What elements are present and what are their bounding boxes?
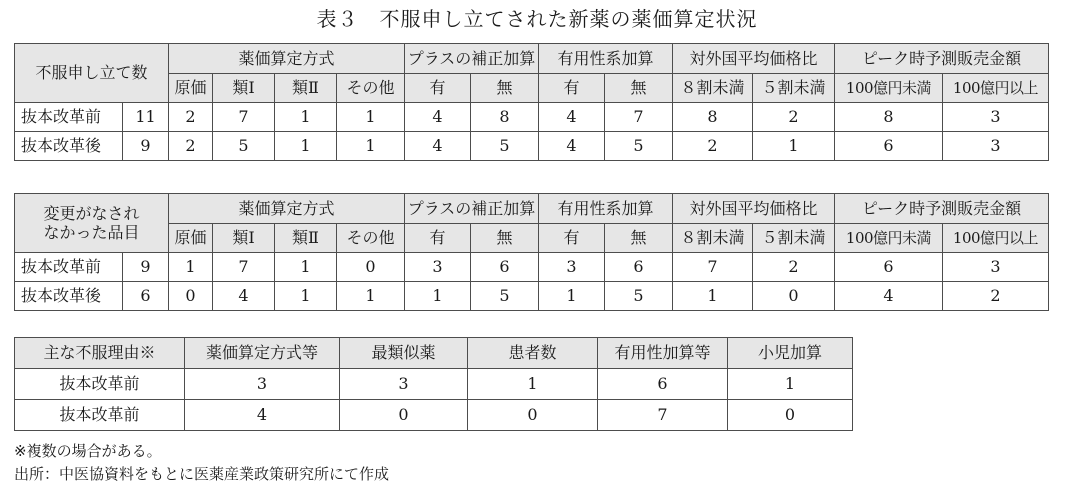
sub-header: 有 bbox=[539, 224, 605, 253]
table-cell: 1 bbox=[275, 253, 337, 282]
row-count: 11 bbox=[123, 103, 169, 132]
sub-header: 100億円以上 bbox=[943, 224, 1049, 253]
row-count: 6 bbox=[123, 282, 169, 311]
table-cell: 6 bbox=[835, 253, 943, 282]
group-header-peak: ピーク時予測販売金額 bbox=[835, 44, 1049, 74]
row-label: 抜本改革前 bbox=[15, 103, 123, 132]
table-cell: 2 bbox=[673, 132, 753, 161]
sub-header: 有 bbox=[405, 74, 471, 103]
sub-header: ８割未満 bbox=[673, 224, 753, 253]
reasons-header: 患者数 bbox=[468, 338, 598, 369]
row-label: 抜本改革前 bbox=[15, 369, 185, 400]
sub-header: 原価 bbox=[169, 224, 213, 253]
table-cell: 5 bbox=[471, 282, 539, 311]
table-cell: 1 bbox=[337, 282, 405, 311]
table-cell: 1 bbox=[275, 103, 337, 132]
table-cell: 4 bbox=[213, 282, 275, 311]
appeals-table bbox=[14, 43, 1049, 161]
source-note: 出所：中医協資料をもとに医薬産業政策研究所にて作成 bbox=[14, 465, 390, 483]
table-cell: 7 bbox=[598, 400, 728, 431]
group-header-foreign: 対外国平均価格比 bbox=[673, 194, 835, 224]
table-cell: 8 bbox=[835, 103, 943, 132]
reasons-header: 薬価算定方式等 bbox=[185, 338, 340, 369]
row-label: 抜本改革後 bbox=[15, 132, 123, 161]
table-cell: 6 bbox=[835, 132, 943, 161]
sub-header: 類Ⅰ bbox=[213, 74, 275, 103]
table-cell: 2 bbox=[943, 282, 1049, 311]
sub-header: 類Ⅱ bbox=[275, 224, 337, 253]
table-cell: 3 bbox=[340, 369, 468, 400]
sub-header: 原価 bbox=[169, 74, 213, 103]
table-cell: 3 bbox=[943, 103, 1049, 132]
sub-header: 無 bbox=[605, 74, 673, 103]
table-cell: 0 bbox=[340, 400, 468, 431]
table-cell: 2 bbox=[169, 132, 213, 161]
table-cell: 0 bbox=[753, 282, 835, 311]
table-cell: 6 bbox=[605, 253, 673, 282]
footnote: ※複数の場合がある。 bbox=[14, 442, 162, 460]
row-label: 抜本改革前 bbox=[15, 400, 185, 431]
group-header-method: 薬価算定方式 bbox=[169, 194, 405, 224]
table-caption: 表３ 不服申し立てされた新薬の薬価算定状況 bbox=[316, 7, 758, 31]
table-cell: 8 bbox=[673, 103, 753, 132]
table-cell: 2 bbox=[753, 253, 835, 282]
table-cell: 3 bbox=[943, 253, 1049, 282]
table-cell: 0 bbox=[337, 253, 405, 282]
table-cell: 7 bbox=[213, 253, 275, 282]
table-cell: 2 bbox=[169, 103, 213, 132]
table-cell: 1 bbox=[673, 282, 753, 311]
reasons-header: 主な不服理由※ bbox=[15, 338, 185, 369]
unchanged-items-table bbox=[14, 193, 1049, 311]
sub-header: ５割未満 bbox=[753, 74, 835, 103]
reasons-header: 最類似薬 bbox=[340, 338, 468, 369]
appeal-reasons-table bbox=[14, 337, 853, 431]
table-cell: 7 bbox=[673, 253, 753, 282]
group-header-peak: ピーク時予測販売金額 bbox=[835, 194, 1049, 224]
sub-header: ８割未満 bbox=[673, 74, 753, 103]
table-cell: 4 bbox=[835, 282, 943, 311]
table-cell: 5 bbox=[605, 282, 673, 311]
table-cell: 7 bbox=[605, 103, 673, 132]
table-cell: 5 bbox=[213, 132, 275, 161]
corner-header bbox=[15, 194, 169, 253]
table-cell: 1 bbox=[337, 103, 405, 132]
table-cell: 3 bbox=[539, 253, 605, 282]
row-label: 抜本改革後 bbox=[15, 282, 123, 311]
sub-header: ５割未満 bbox=[753, 224, 835, 253]
sub-header: 有 bbox=[405, 224, 471, 253]
table-cell: 0 bbox=[169, 282, 213, 311]
sub-header: その他 bbox=[337, 74, 405, 103]
row-count: 9 bbox=[123, 253, 169, 282]
table-cell: 4 bbox=[539, 103, 605, 132]
table-cell: 1 bbox=[337, 132, 405, 161]
group-header-plus: プラスの補正加算 bbox=[405, 44, 539, 74]
table-cell: 1 bbox=[728, 369, 853, 400]
table-cell: 1 bbox=[405, 282, 471, 311]
sub-header: 無 bbox=[471, 224, 539, 253]
sub-header: 100億円以上 bbox=[943, 74, 1049, 103]
table-cell: 4 bbox=[539, 132, 605, 161]
sub-header: 無 bbox=[605, 224, 673, 253]
table-cell: 7 bbox=[213, 103, 275, 132]
table-cell: 4 bbox=[405, 103, 471, 132]
group-header-useful: 有用性系加算 bbox=[539, 194, 673, 224]
table-cell: 2 bbox=[753, 103, 835, 132]
sub-header: 無 bbox=[471, 74, 539, 103]
table-cell: 1 bbox=[539, 282, 605, 311]
sub-header: 100億円未満 bbox=[835, 74, 943, 103]
group-header-useful: 有用性系加算 bbox=[539, 44, 673, 74]
group-header-foreign: 対外国平均価格比 bbox=[673, 44, 835, 74]
corner-header-line1: 変更がなされ bbox=[43, 203, 140, 223]
sub-header: 類Ⅱ bbox=[275, 74, 337, 103]
table-cell: 1 bbox=[275, 132, 337, 161]
reasons-header: 有用性加算等 bbox=[598, 338, 728, 369]
row-count: 9 bbox=[123, 132, 169, 161]
sub-header: その他 bbox=[337, 224, 405, 253]
table-cell: 0 bbox=[468, 400, 598, 431]
table-cell: 1 bbox=[275, 282, 337, 311]
table-cell: 3 bbox=[943, 132, 1049, 161]
table-cell: 1 bbox=[753, 132, 835, 161]
table-cell: 6 bbox=[471, 253, 539, 282]
table-cell: 6 bbox=[598, 369, 728, 400]
table-cell: 3 bbox=[405, 253, 471, 282]
table-cell: 1 bbox=[468, 369, 598, 400]
table-cell: 8 bbox=[471, 103, 539, 132]
group-header-plus: プラスの補正加算 bbox=[405, 194, 539, 224]
row-label: 抜本改革前 bbox=[15, 253, 123, 282]
table-cell: 4 bbox=[185, 400, 340, 431]
table-cell: 3 bbox=[185, 369, 340, 400]
group-header-method: 薬価算定方式 bbox=[169, 44, 405, 74]
reasons-header: 小児加算 bbox=[728, 338, 853, 369]
corner-header-line2: なかった品目 bbox=[43, 223, 140, 242]
sub-header: 有 bbox=[539, 74, 605, 103]
table-cell: 4 bbox=[405, 132, 471, 161]
sub-header: 100億円未満 bbox=[835, 224, 943, 253]
table-cell: 5 bbox=[605, 132, 673, 161]
table-cell: 5 bbox=[471, 132, 539, 161]
table-cell: 1 bbox=[169, 253, 213, 282]
table-cell: 0 bbox=[728, 400, 853, 431]
sub-header: 類Ⅰ bbox=[213, 224, 275, 253]
corner-header: 不服申し立て数 bbox=[15, 44, 169, 103]
